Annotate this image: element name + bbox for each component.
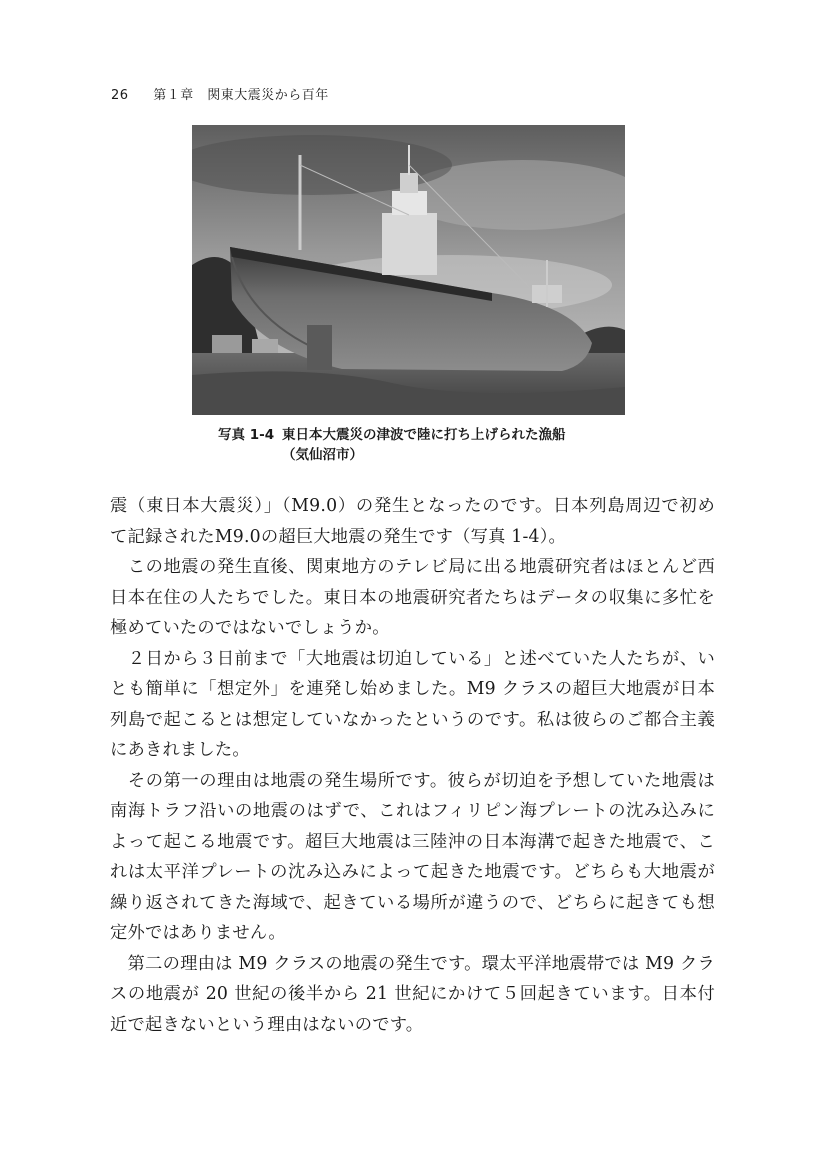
text-line: ２日から３日前まで「大地震は切迫している」と述べていた人たちが、い [110, 648, 715, 669]
text-line: 第二の理由は M9 クラスの地震の発生です。環太平洋地震帯では M9 クラ [110, 953, 715, 974]
text-line: とも簡単に「想定外」を連発し始めました。M9 クラスの超巨大地震が日本 [110, 679, 715, 699]
text-line: 列島で起こるとは想定していなかったというのです。私は彼らのご都合主義 [110, 709, 715, 730]
text-line: この地震の発生直後、関東地方のテレビ局に出る地震研究者はほとんど西 [110, 557, 715, 577]
text-line: 南海トラフ沿いの地震のはずで、これはフィリピン海プレートの沈み込みに [110, 801, 715, 821]
text-line: にあきれました。 [110, 740, 250, 760]
figure-caption [218, 425, 566, 465]
text-line: 極めていたのではないでしょうか。 [110, 618, 390, 638]
figure-number: 写真 1-4 [218, 427, 275, 443]
stranded-fishing-boat-photo [192, 125, 625, 415]
running-head [111, 84, 329, 103]
figure-title: 東日本大震災の津波で陸に打ち上げられた漁船 [282, 427, 566, 443]
text-line: れは太平洋プレートの沈み込みによって起きた地震です。どちらも大地震が [110, 862, 715, 882]
text-line: 震（東日本大震災）」（M9.0）の発生となったのです。日本列島周辺で初め [110, 496, 715, 516]
figure-location: （気仙沼市） [282, 447, 363, 463]
text-line: スの地震が 20 世紀の後半から 21 世紀にかけて５回起きています。日本付 [110, 984, 715, 1004]
text-line: 繰り返されてきた海域で、起きている場所が違うので、どちらに起きても想 [110, 892, 715, 913]
text-line: よって起こる地震です。超巨大地震は三陸沖の日本海溝で起きた地震で、こ [110, 831, 715, 852]
text-line: て記録されたM9.0の超巨大地震の発生です（写真 1-4）。 [110, 526, 567, 547]
text-line: その第一の理由は地震の発生場所です。彼らが切迫を予想していた地震は [110, 770, 715, 791]
page-number: 26 [111, 88, 129, 103]
text-line: 近で起きないという理由はないのです。 [110, 1014, 424, 1035]
text-line: 日本在住の人たちでした。東日本の地震研究者たちはデータの収集に多忙を [110, 587, 715, 608]
body-text [110, 491, 715, 1040]
text-line: 定外ではありません。 [110, 923, 286, 943]
chapter-title: 第１章 関東大震災から百年 [153, 88, 329, 103]
